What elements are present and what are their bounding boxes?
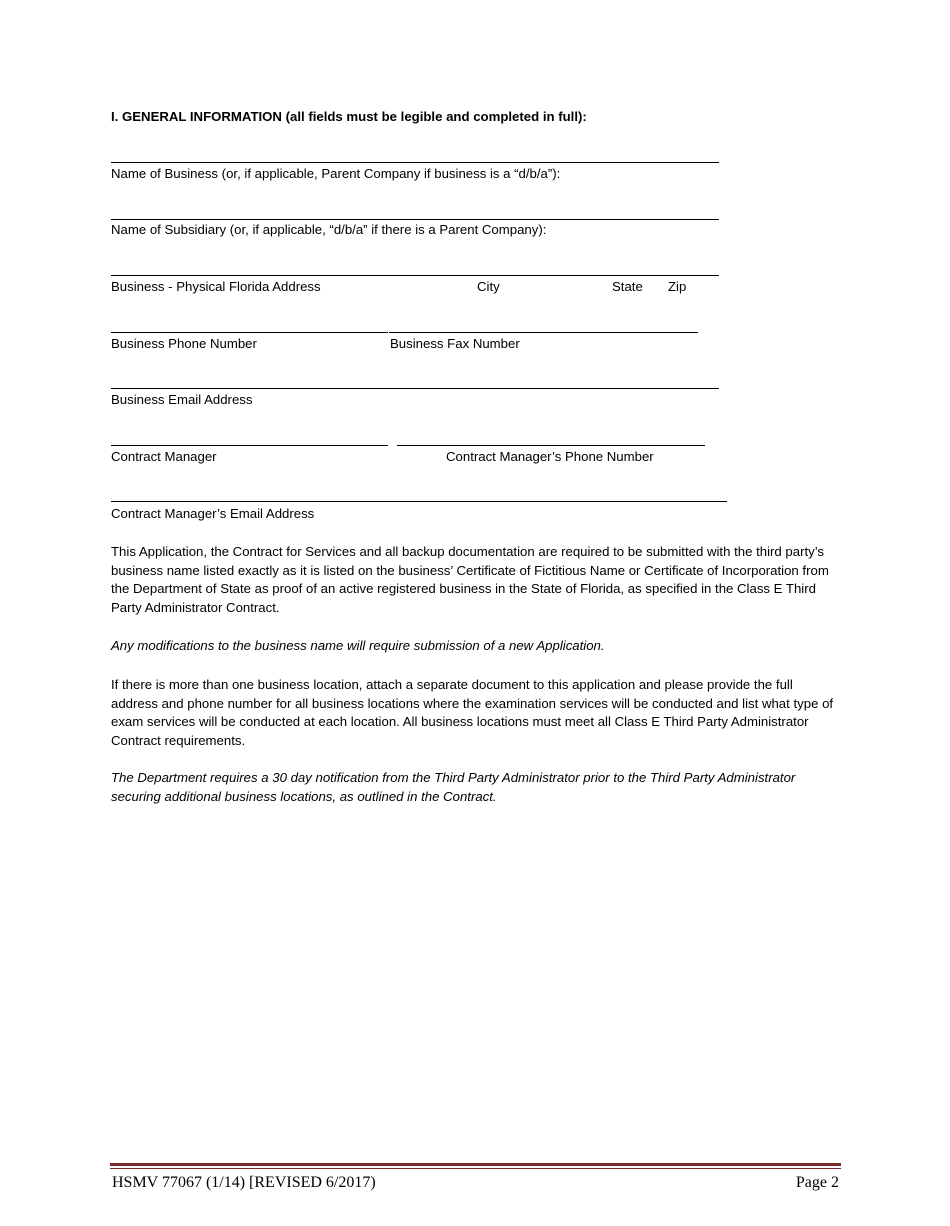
phone-field[interactable] xyxy=(111,332,388,333)
contract-manager-field[interactable] xyxy=(111,445,388,446)
paragraph-requirements: This Application, the Contract for Services and all backup documentation are required to be submitted with the third party’s business name listed exactly as it is listed on the business’ Certificate of Fictitious Name or Certificate of Incorporation from the Department of State as proof of an active registered business in the State of Florida, as specified in the Class E Third Party Administrator Contract. xyxy=(111,544,829,616)
page-number: Page 2 xyxy=(795,1174,839,1191)
subsidiary-label: Name of Subsidiary (or, if applicable, “d/b/a” if there is a Parent Company): xyxy=(111,222,547,237)
zip-label: Zip xyxy=(668,279,687,294)
business-name-label: Name of Business (or, if applicable, Parent Company if business is a “d/b/a”): xyxy=(111,166,561,181)
paragraph-multiple-locations: If there is more than one business location, attach a separate document to this application and please provide the full address and phone number for all business locations where the examination services will be conducted and list what type of exam services will be conducted at each location. All business locations must meet all Class E Third Party Administrator Contract requirements. xyxy=(111,677,834,749)
paragraph-notification-note: The Department requires a 30 day notification from the Third Party Administrator prior to the Third Party Administrator securing additional business locations, as outlined in the Contract. xyxy=(111,770,796,804)
contract-manager-label: Contract Manager xyxy=(111,449,217,464)
email-label: Business Email Address xyxy=(111,392,253,407)
city-label: City xyxy=(477,279,500,294)
business-name-field[interactable] xyxy=(111,162,719,163)
email-field[interactable] xyxy=(111,388,719,389)
fax-field[interactable] xyxy=(389,332,698,333)
footer-rule-thin xyxy=(110,1168,841,1169)
state-label: State xyxy=(612,279,643,294)
paragraph-modifications-note: Any modifications to the business name will require submission of a new Application. xyxy=(111,638,605,653)
contract-manager-phone-field[interactable] xyxy=(397,445,705,446)
footer-rule xyxy=(110,1163,841,1166)
section-heading: I. GENERAL INFORMATION (all fields must be legible and completed in full): xyxy=(111,109,587,124)
contract-manager-phone-label: Contract Manager’s Phone Number xyxy=(446,449,654,464)
address-field[interactable] xyxy=(111,275,719,276)
address-label: Business - Physical Florida Address xyxy=(111,279,321,294)
fax-label: Business Fax Number xyxy=(390,336,520,351)
contract-manager-email-field[interactable] xyxy=(111,501,727,502)
contract-manager-email-label: Contract Manager’s Email Address xyxy=(111,506,315,521)
form-id: HSMV 77067 (1/14) [REVISED 6/2017) xyxy=(112,1174,376,1191)
subsidiary-field[interactable] xyxy=(111,219,719,220)
phone-label: Business Phone Number xyxy=(111,336,257,351)
